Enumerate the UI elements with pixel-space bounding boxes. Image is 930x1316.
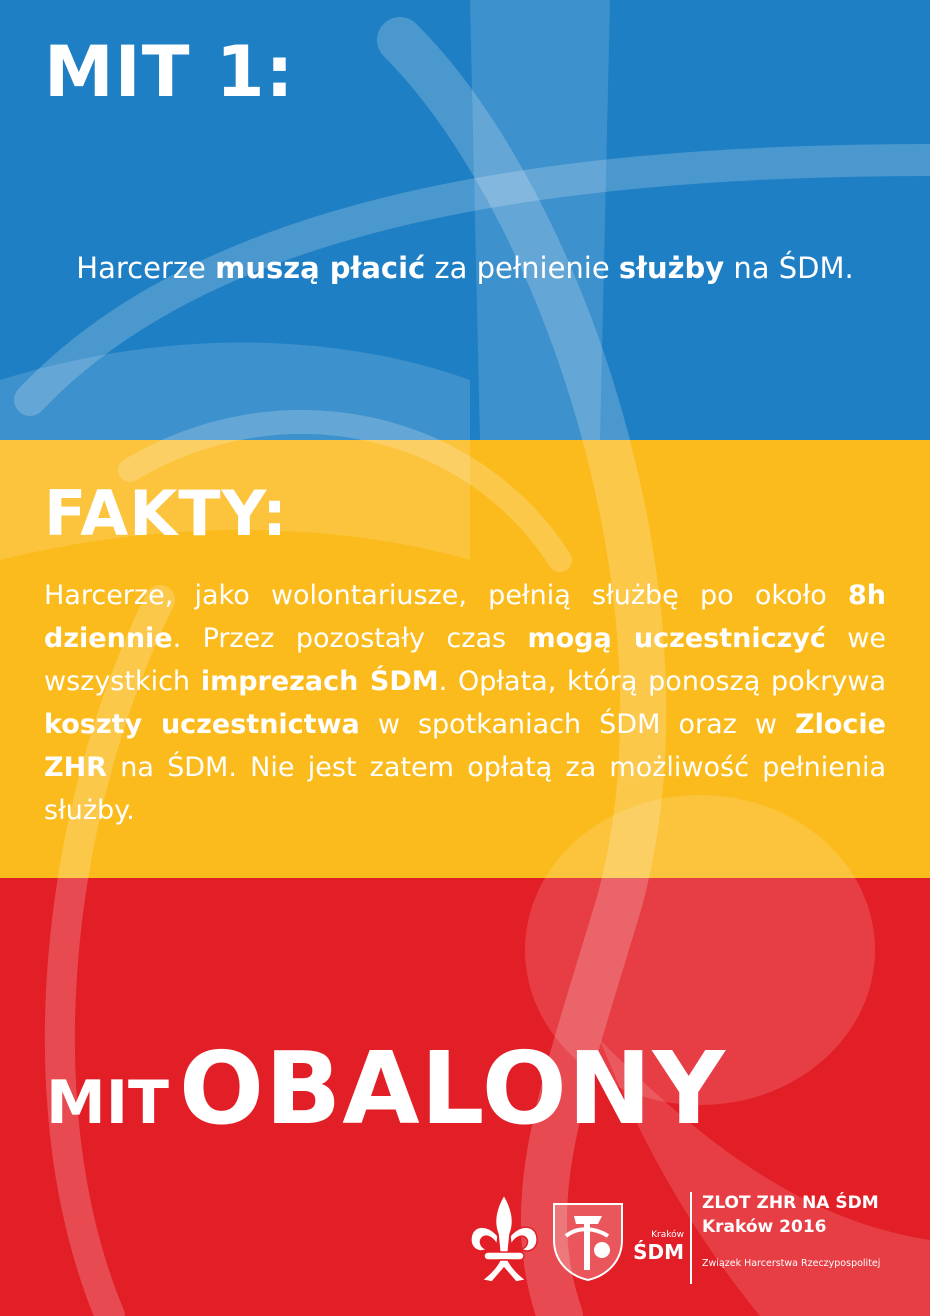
emphasis-text: muszą płacić	[215, 251, 426, 285]
text-run: Harcerze	[76, 251, 216, 285]
event-title: ZLOT ZHR NA ŚDM	[702, 1193, 879, 1213]
text-run: na ŚDM.	[724, 251, 854, 285]
emphasis-text: 8h dziennie	[44, 580, 886, 654]
text-run: za pełnienie	[425, 251, 619, 285]
organization-name: Związek Harcerstwa Rzeczypospolitej	[702, 1258, 881, 1269]
wyd-abbr: ŚDM	[633, 1240, 684, 1264]
event-place-year: Kraków 2016	[702, 1217, 827, 1237]
myth-heading: MIT 1:	[44, 31, 295, 113]
wyd-cross-icon	[550, 1196, 626, 1282]
emphasis-text: koszty uczestnictwa	[44, 709, 360, 740]
verdict-small-word: MIT	[46, 1068, 169, 1138]
text-run: . Przez pozostały czas	[172, 623, 528, 654]
text-run: we wszystkich	[44, 623, 887, 697]
footer-divider	[690, 1192, 692, 1284]
emphasis-text: imprezach ŚDM	[200, 666, 439, 697]
emphasis-text: Zlocie ZHR	[44, 709, 886, 783]
emphasis-text: służby	[618, 251, 725, 285]
wyd-wordmark	[624, 1230, 684, 1263]
emphasis-text: mogą uczestniczyć	[527, 623, 826, 654]
facts-heading: FAKTY:	[44, 477, 288, 550]
text-run: na ŚDM. Nie jest zatem opłatą za możliwość pełnienia służby.	[44, 752, 886, 826]
text-run: w spotkaniach ŚDM oraz w	[359, 709, 796, 740]
verdict-big-word: OBALONY	[178, 1030, 726, 1147]
wyd-city: Kraków	[651, 1230, 684, 1240]
text-run: . Opłata, którą ponoszą pokrywa	[438, 666, 886, 697]
myth-debunked-banner	[46, 1030, 726, 1147]
text-run: Harcerze, jako wolontariusze, pełnią służbę po około	[44, 580, 848, 611]
facts-paragraph	[44, 574, 886, 832]
myth-statement	[0, 248, 930, 288]
fleur-de-lis-icon	[466, 1192, 542, 1284]
footer-logos	[462, 1188, 902, 1288]
